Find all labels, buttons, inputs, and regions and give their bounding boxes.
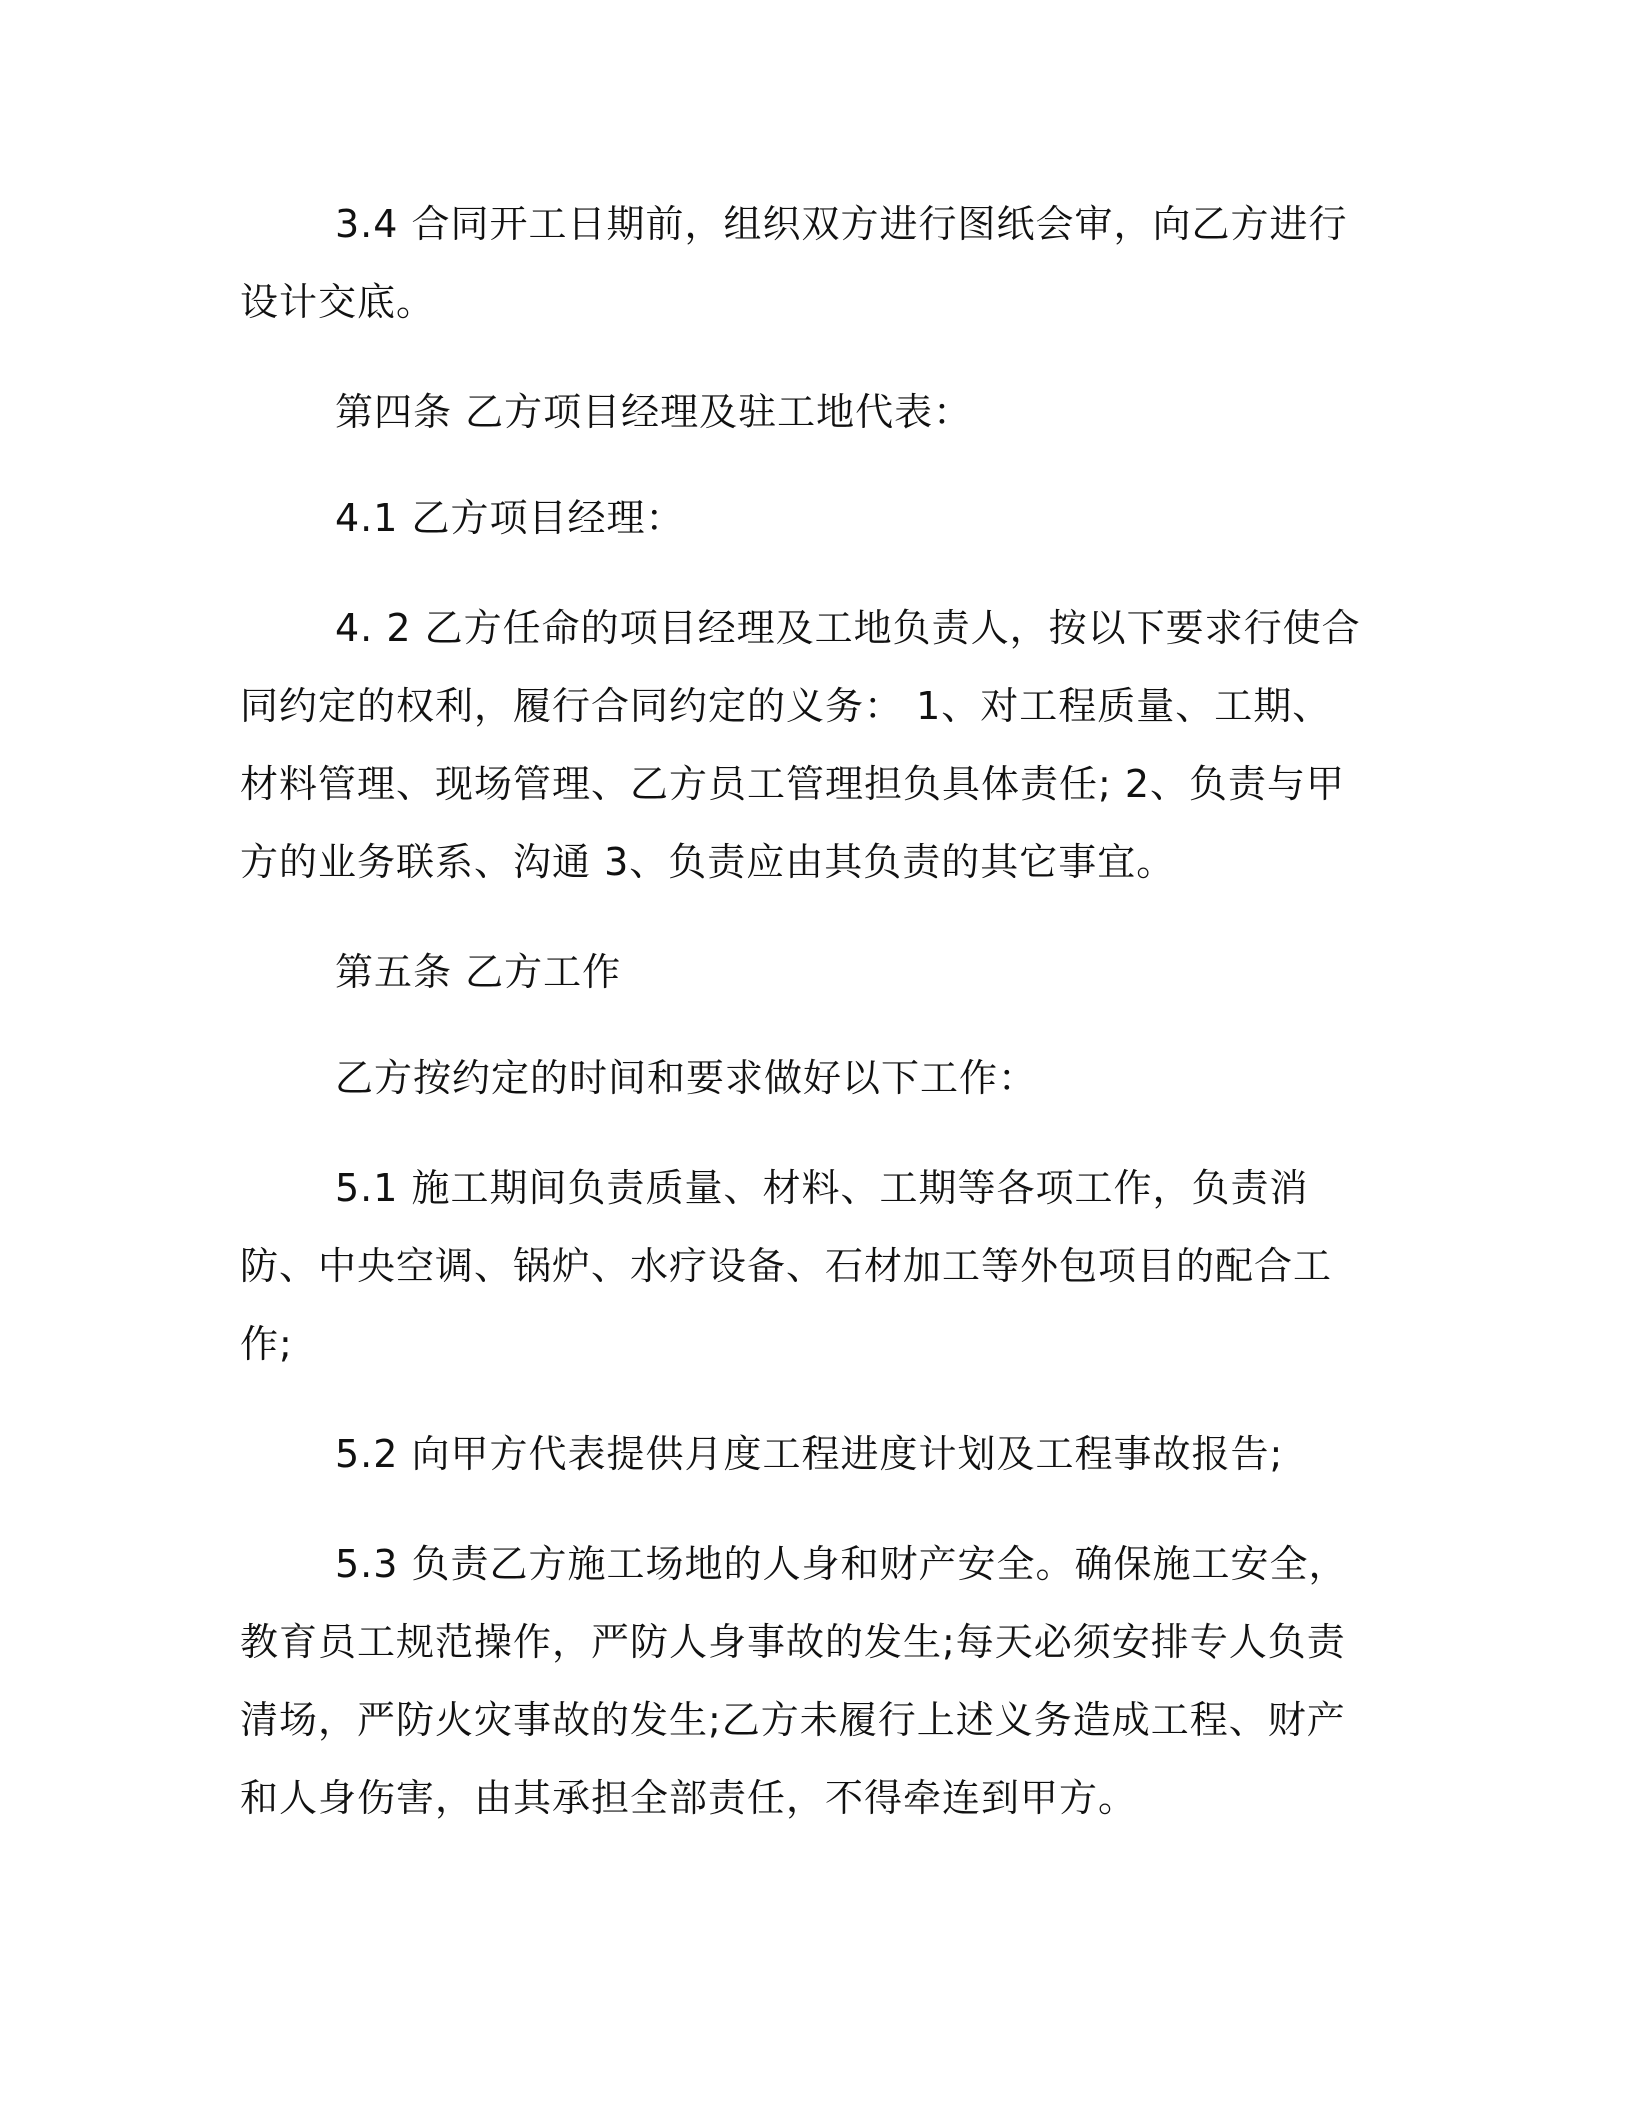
document-body [240, 185, 1370, 1869]
article-4-heading: 第四条 乙方项目经理及驻工地代表： [335, 390, 973, 434]
paragraph-5-2: 5.2 向甲方代表提供月度工程进度计划及工程事故报告; [335, 1432, 1284, 1476]
article-5-heading: 第五条 乙方工作 [335, 950, 622, 994]
paragraph-5-3: 5.3 负责乙方施工场地的人身和财产安全。确保施工安全，教育员工规范操作，严防人身事故的发生;每天必须安排专人负责清场，严防火灾事故的发生;乙方未履行上述义务造成工程、财产和人身伤害，由其承担全部责任，不得牵连到甲方。 [240, 1542, 1348, 1820]
paragraph-4-2: 4. 2 乙方任命的项目经理及工地负责人，按以下要求行使合同约定的权利，履行合同约定的义务： 1、对工程质量、工期、材料管理、现场管理、乙方员工管理担负具体责任; 2、负责与甲方的业务联系、沟通 3、负责应由其负责的其它事宜。 [240, 606, 1361, 884]
paragraph-5-1: 5.1 施工期间负责质量、材料、工期等各项工作，负责消防、中央空调、锅炉、水疗设备、石材加工等外包项目的配合工作; [240, 1166, 1333, 1366]
paragraph-3-4: 3.4 合同开工日期前，组织双方进行图纸会审，向乙方进行设计交底。 [240, 202, 1348, 324]
paragraph-4-1: 4.1 乙方项目经理： [335, 496, 685, 540]
paragraph-5-intro: 乙方按约定的时间和要求做好以下工作： [335, 1056, 1038, 1100]
